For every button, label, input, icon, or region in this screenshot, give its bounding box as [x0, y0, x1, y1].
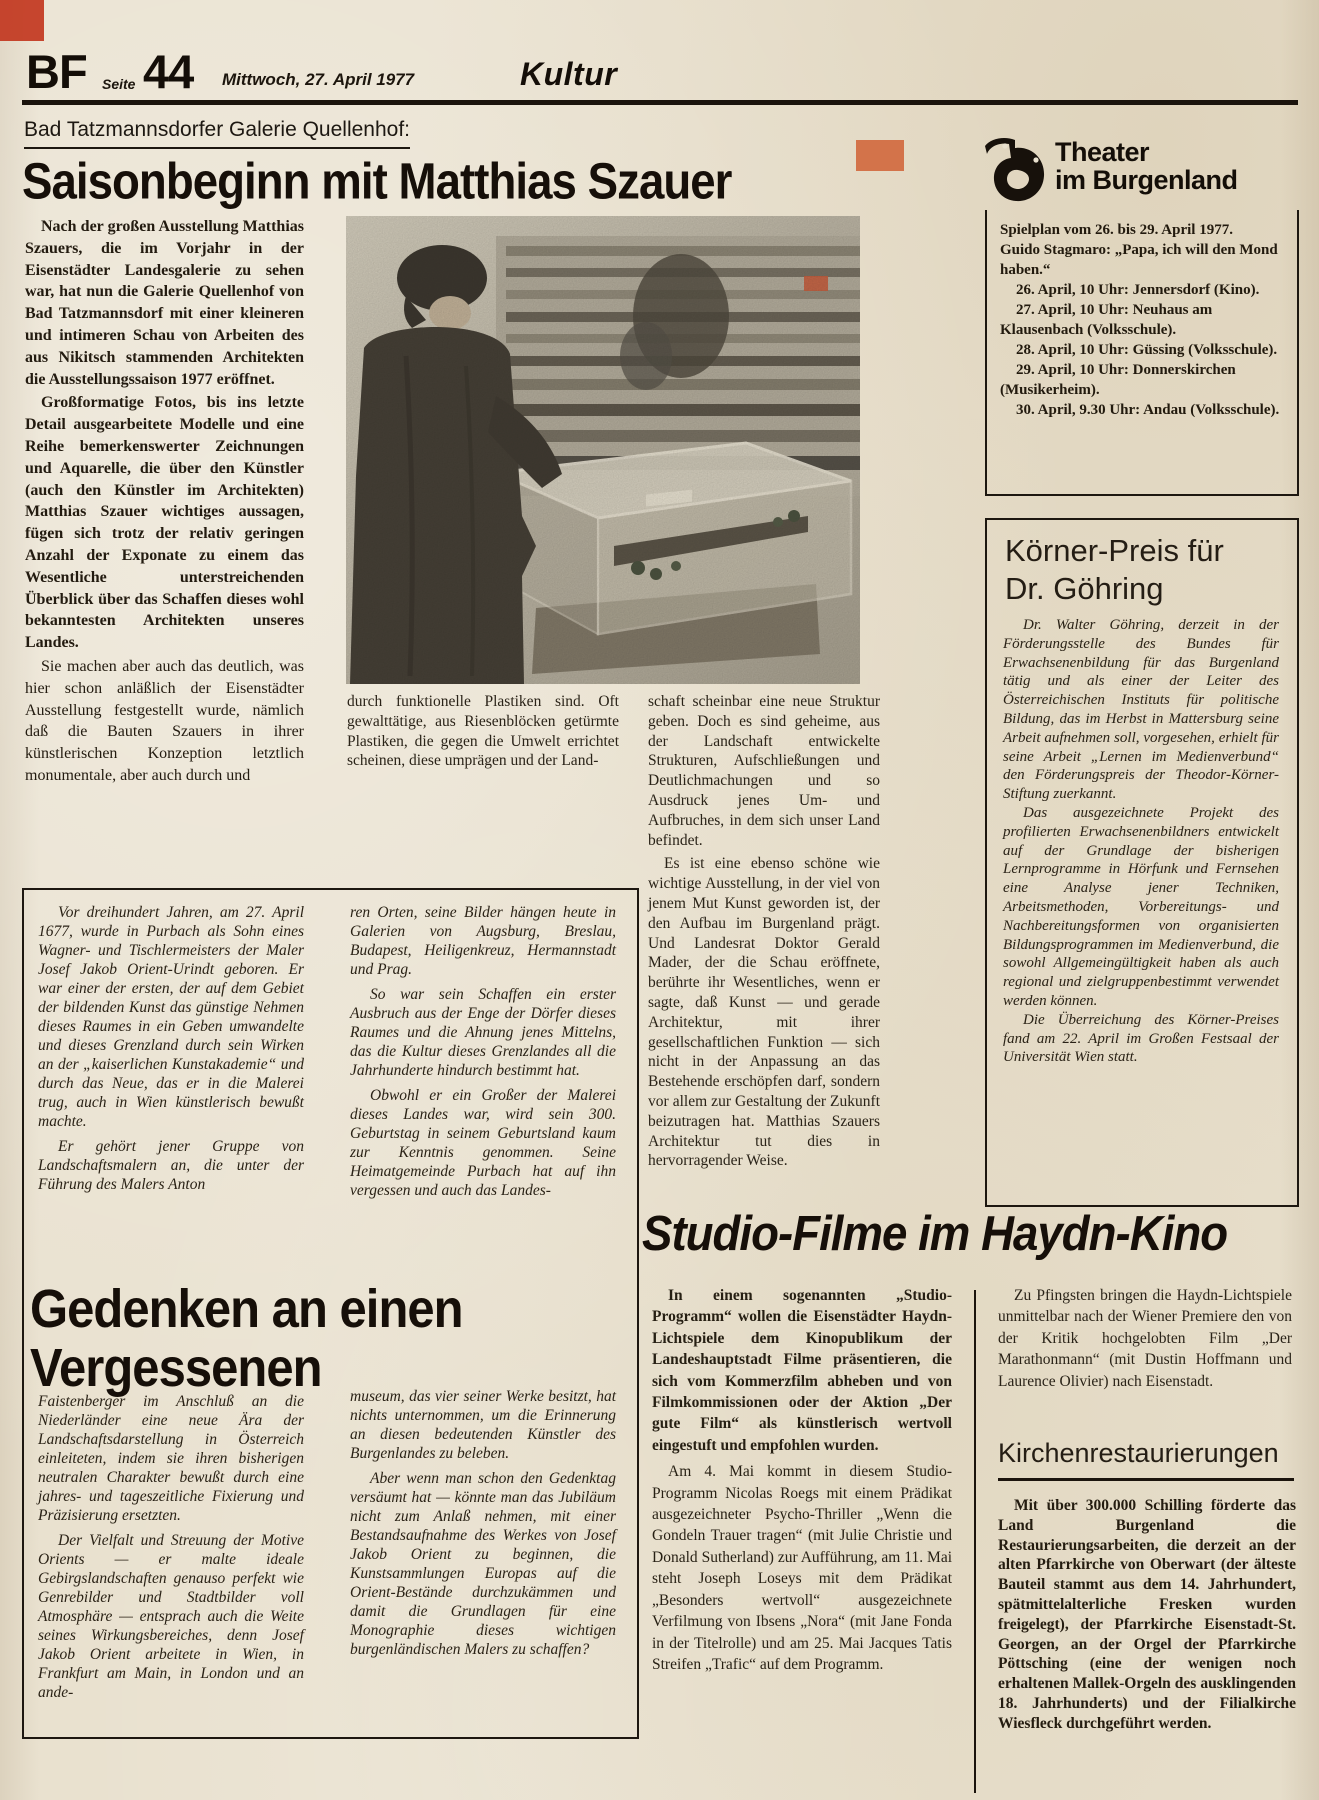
- paragraph: Mit über 300.000 Schilling förderte das Land Burgenland die Restaurierungsarbeiten, die derzeit an der alten Pfarrkirche von Oberwart (der älteste Bauteil stammt aus dem 14. Jahrhundert, spätmittelalterliche Fresken wurden freigelegt), der Pfarrkirche Eisenstadt-St. Georgen, an der Orgel der Pfarrkirche Pöttsching (eine der wenigen noch erhaltenen Mallek-Orgeln des ausklingenden 18. Jahrhunderts) und der Filialkirche Wiesfleck durchgeführt werden.: [998, 1497, 1296, 1732]
- studio-column-a: [652, 1285, 952, 1675]
- paragraph: Vor dreihundert Jahren, am 27. April 1677, wurde in Purbach als Sohn eines Wagner- und Tischlermeisters der Maler Josef Jakob Orient-Urindt geboren. Er war einer der ersten, der auf dem Gebiet der bildenden Kunst das günstige Nehmen dieses Raumes in ein Geben umwandelte und dieses Grenzland durch sein Wirken an der „kaiserlichen Kunstakademie“ und durch das Neue, das er in die Malerei trug, auch in Wien künstlerisch bewußt machte.: [38, 904, 304, 1130]
- schedule-item: 30. April, 9.30 Uhr: Andau (Volksschule).: [1016, 402, 1280, 418]
- orient-col2-top: [350, 903, 616, 1200]
- koerner-title: [1005, 532, 1224, 608]
- paragraph: ren Orten, seine Bilder hängen heute in Galerien von Augsburg, Breslau, Budapest, Heiligenkreuz, Hermannstadt und Prag.: [350, 904, 616, 978]
- paragraph: Obwohl er ein Großer der Malerei dieses Landes war, wird sein 300. Geburtstag in seinem Geburtsland kaum zur Kenntnis genommen. Seine Heimatgemeinde Purbach hat auf ihn vergessen und auch das Landes-: [350, 1087, 616, 1199]
- szauer-column-3: [648, 692, 880, 1171]
- theater-logo: [985, 138, 1238, 204]
- studio-column-b: [998, 1285, 1292, 1392]
- paragraph: Das ausgezeichnete Projekt des profilierten Erwachsenenbildners entwickelt auf der Grundlage der bisherigen Lernprogramme in Hörfunk und Fernsehen eine Analyse jener Techniken, Arbeitsmethoden, Vorbereitungs- und Nachbereitungsformen von organisierten Bildungsprogrammen im Medienverbund, die sowohl Allgemeingültigkeit haben als auch regional und zielgruppenbestimmt verwendet werden können.: [1003, 804, 1279, 1009]
- paragraph: durch funktionelle Plastiken sind. Oft gewalttätige, aus Riesenblöcken getürmte Plastiken, die gegen die Umwelt errichtet scheinen, diese umprägen und der Land-: [347, 693, 619, 770]
- section-title: Kultur: [520, 56, 618, 92]
- paragraph: Die Überreichung des Körner-Preises fand am 22. April im Großen Festsaal der Universität Wien statt.: [1003, 1011, 1279, 1066]
- orient-headline: Gedenken an einen Vergessenen: [30, 1278, 463, 1398]
- article-kicker: Bad Tatzmannsdorfer Galerie Quellenhof:: [24, 118, 410, 149]
- theater-logo-icon: [985, 138, 1047, 204]
- page-number: 44: [143, 45, 194, 98]
- schedule-item: Spielplan vom 26. bis 29. April 1977.: [1000, 222, 1233, 238]
- column-rule: [974, 1290, 976, 1793]
- orient-col2-bottom: [350, 1387, 616, 1659]
- orient-col1-top: [38, 903, 304, 1194]
- paragraph: Zu Pfingsten bringen die Haydn-Lichtspiele unmittelbar nach der Wiener Premiere den von der Kritik hochgelobten Film „Der Marathonmann“ (mit Dustin Hoffmann und Laurence Olivier) nach Eisenstadt.: [998, 1287, 1292, 1390]
- masthead-rule: [22, 100, 1298, 105]
- orange-registration-mark: [856, 140, 904, 171]
- brand-logo: BF: [26, 45, 87, 98]
- exhibition-photo: [346, 216, 860, 684]
- paragraph: schaft scheinbar eine neue Struktur geben. Doch es sind geheime, aus der Landschaft entwickelte Strukturen, Aufschließungen und Deutlichmachungen und so Ausdruck jenes Um- und Aufbruches, in dem sich unser Land befindet.: [648, 693, 880, 849]
- szauer-headline: Saisonbeginn mit Matthias Szauer: [22, 154, 732, 211]
- theater-name-line2: im Burgenland: [1055, 165, 1238, 195]
- orient-col1-bottom: [38, 1392, 304, 1702]
- paragraph: Der Vielfalt und Streuung der Motive Orients — er malte ideale Gebirgslandschaften genauso perfekt wie Genrebilder und Stadtbilder voll Atmosphäre — entsprach auch die Weite seines Wirkungsbereiches, denn Josef Jakob Orient arbeitete in Wien, in Frankfurt am Main, in London und an ande-: [38, 1532, 304, 1701]
- koerner-text: [1003, 616, 1279, 1067]
- paragraph: So war sein Schaffen ein erster Ausbruch aus der Enge der Dörfer dieses Raumes und die Ahnung jenes Mittelns, das die Kultur dieses Grenzlandes all die Jahrhunderte hindurch bestimmt hat.: [350, 986, 616, 1079]
- paragraph: Faistenberger im Anschluß an die Niederländer eine neue Ära der Landschaftsdarstellung in Österreich einleiteten, indem sie ihren bisherigen neutralen Charakter bewußt durch eine jahres- und tageszeitliche Fixierung und Präzisierung ersetzten.: [38, 1393, 304, 1524]
- red-registration-mark: [0, 0, 44, 41]
- paragraph: Dr. Walter Göhring, derzeit in der Förderungsstelle des Bundes für Erwachsenenbildung für das Burgenland tätig und als einer der Leiter des Österreichischen Instituts für politische Bildung, das im Herbst in Mattersburg seine Arbeit aufnehmen soll, vorgesehen, erhielt für seine Arbeit „Lernen im Medienverbund“ den Förderungspreis der Theodor-Körner-Stiftung zuerkannt.: [1003, 617, 1279, 803]
- kirchen-text: [998, 1496, 1296, 1734]
- schedule-item: 27. April, 10 Uhr: Neuhaus am Klausenbach (Volksschule).: [1000, 302, 1213, 338]
- koerner-title-line1: Körner-Preis für: [1005, 533, 1224, 568]
- koerner-title-line2: Dr. Göhring: [1005, 571, 1164, 606]
- page-label: Seite: [102, 76, 136, 92]
- paragraph: Es ist eine ebenso schöne wie wichtige Ausstellung, in der viel von jenem Mut Kunst geworden ist, der den Aufbau im Burgenland prägt. Und Landesrat Doktor Gerald Mader, der die Schau eröffnete, berührte ihr Wesentliches, wenn er sagte, daß Kunst — und gerade Architektur, mit ihrer gesellschaftlichen Funktion — sich nicht in der Anpassung an das Bestehende erschöpfen darf, sondern vor allem zur Gestaltung der Zukunft beizutragen hat. Matthias Szauers Architektur tut dies in hervorragender Weise.: [648, 855, 880, 1170]
- paragraph: In einem sogenannten „Studio-Programm“ wollen die Eisenstädter Haydn-Lichtspiele dem Kinopublikum der Landeshauptstadt Filme präsentieren, die sich vom Kommerzfilm abheben und von Filmkommissionen oder der Aktion „Der gute Film“ als künstlerisch wertvoll eingestuft und empfohlen wurden.: [652, 1287, 952, 1454]
- theater-schedule: [1000, 220, 1282, 420]
- paragraph: Am 4. Mai kommt in diesem Studio-Programm Nicolas Roegs mit einem Prädikat ausgezeichneter Psycho-Thriller „Wenn die Gondeln Trauer tragen“ (mit Julie Christie und Donald Sutherland) zur Aufführung, am 11. Mai steht Joseph Loseys mit dem Prädikat „Besonders wertvoll“ ausgezeichnete Verfilmung von Ibsens „Nora“ (mit Jane Fonda in der Titelrolle) und am 25. Mai Jacques Tatis Streifen „Trafic“ auf dem Programm.: [652, 1463, 952, 1673]
- szauer-column-2: [347, 692, 619, 771]
- schedule-item: 29. April, 10 Uhr: Donnerskirchen (Musikerheim).: [1000, 362, 1236, 398]
- szauer-column-1: [25, 216, 304, 787]
- kirchen-headline: Kirchenrestaurierungen: [998, 1438, 1279, 1468]
- theater-name-line1: Theater: [1055, 137, 1150, 167]
- schedule-item: Guido Stagmaro: „Papa, ich will den Mond haben.“: [1000, 242, 1278, 278]
- kirchen-headline-rule: [998, 1478, 1294, 1481]
- paragraph: Nach der großen Ausstellung Matthias Szauers, die im Vorjahr in der Eisenstädter Landesgalerie zu sehen war, hat nun die Galerie Quellenhof von Bad Tatzmannsdorf mit einer kleineren und intimeren Schau von Arbeiten des aus Nikitsch stammenden Architekten die Ausstellungssaison 1977 eröffnet.: [25, 218, 304, 388]
- studio-headline: Studio-Filme im Haydn-Kino: [642, 1205, 1228, 1261]
- schedule-item: 26. April, 10 Uhr: Jennersdorf (Kino).: [1016, 282, 1260, 298]
- issue-date: Mittwoch, 27. April 1977: [222, 70, 415, 89]
- paragraph: Aber wenn man schon den Gedenktag versäumt hat — könnte man das Jubiläum nicht zum Anlaß nehmen, mit einer Bestandsaufnahme des Werkes von Josef Jakob Orient zu beginnen, die Kunstsammlungen Europas auf die Orient-Bestände durchzukämmen und damit die Grundlagen für eine Monographie dieses wichtigen burgenländischen Malers zu schaffen?: [350, 1470, 616, 1658]
- paragraph: Er gehört jener Gruppe von Landschaftsmalern an, die unter der Führung des Malers Anton: [38, 1138, 304, 1193]
- schedule-item: 28. April, 10 Uhr: Güssing (Volksschule).: [1016, 342, 1278, 358]
- paragraph: Sie machen aber auch das deutlich, was hier schon anläßlich der Eisenstädter Ausstellung festgestellt wurde, nämlich daß die Bauten Szauers in ihrer künstlerischen Konzeption letztlich monumentale, aber auch durch und: [25, 657, 304, 784]
- paragraph: Großformatige Fotos, bis ins letzte Detail ausgearbeitete Modelle und eine Reihe bemerkenswerter Zeichnungen und Aquarelle, die über den Künstler (auch den Künstler im Architekten) Matthias Szauer wichtiges aussagen, fügen sich trotz der relativ geringen Anzahl der Exponate zu einem das Wesentliche unterstreichenden Überblick über das Schaffen dieses wohl bekanntesten Architekten unseres Landes.: [25, 394, 304, 652]
- paragraph: museum, das vier seiner Werke besitzt, hat nichts unternommen, um die Erinnerung an diesen bedeutenden Künstler des Burgenlandes zu beleben.: [350, 1388, 616, 1462]
